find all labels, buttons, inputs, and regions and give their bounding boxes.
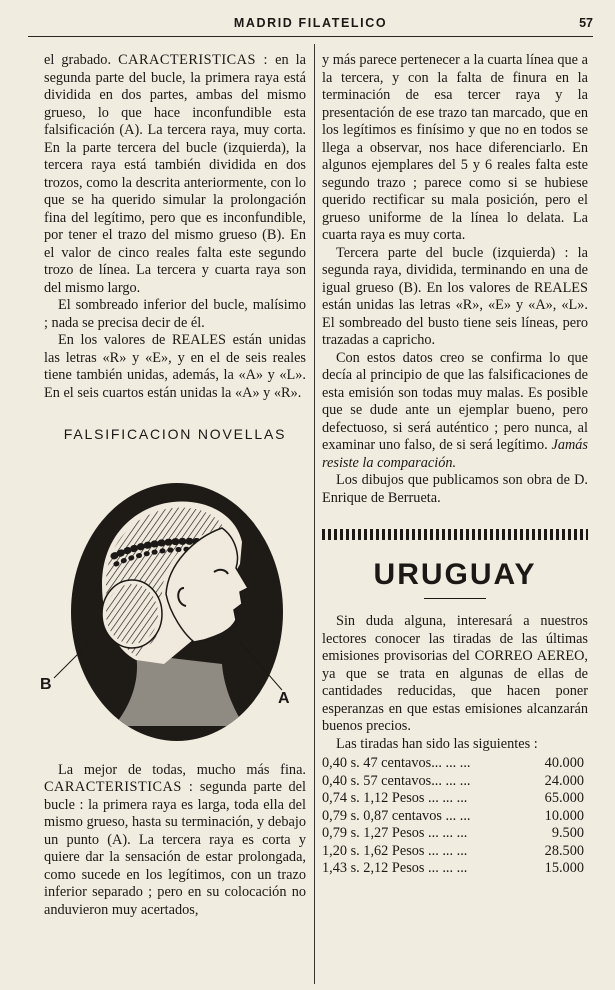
print-run-list	[322, 755, 588, 878]
rate-label: 0,40 s. 47 centavos... ... ...	[322, 755, 471, 771]
paragraph: y más parece pertenecer a la cuarta línea que a la tercera, y con la falta de finura en la terminación de esa tercer raya y la presentación de ese trazo tan marcado, que en los legítimos es finísimo y que no en todos se llega a observar, nos hace diferenciarlo. En algunos ejemplares del 5 y 6 reales falta este segundo trazo ; parece como si se hubiese querido rectificar su mala posición, pero el grueso uniforme de la línea lo delata. La cuarta raya es muy corta.	[322, 52, 588, 243]
rate-row	[322, 825, 588, 843]
ornamental-rule	[322, 529, 588, 540]
text-run: segunda parte del bucle : la primera raya es larga, toda ella del mismo grueso, hasta su terminación, y debajo un punto (A). La tercera raya es corta y quiere dar la sensación de estar prolongada, como sucede en los legítimos, con un trazo inferior separado ; pero en su colocación no anduvieron muy acertados,	[44, 779, 306, 918]
right-column	[322, 52, 588, 878]
figure-label-a: A	[278, 689, 290, 707]
rate-label: 0,79 s. 0,87 centavos ... ...	[322, 807, 471, 824]
rate-row	[322, 773, 588, 791]
paragraph	[44, 762, 306, 920]
rate-value: 10.000	[544, 807, 584, 824]
rate-label: 1,20 s. 1,62 Pesos ... ... ...	[322, 842, 468, 859]
rate-value: 9.500	[551, 825, 584, 841]
caps-heading: CARACTERISTICAS :	[118, 52, 268, 68]
rate-value: 65.000	[544, 790, 584, 806]
country-title: URUGUAY	[373, 558, 537, 591]
rate-row	[322, 755, 588, 773]
portrait-engraving	[44, 464, 306, 750]
journal-title: MADRID FILATELICO	[233, 16, 388, 30]
paragraph: Sin duda alguna, interesará a nuestros lectores conocer las tiradas de las últimas emisiones provisorias del CORREO AEREO, ya que se trata en algunas de ellas de cantidades reducidas, que hacen poner esperanzas en que estas emisiones alcanzarán buenos precios.	[322, 613, 588, 734]
rate-label: 1,43 s. 2,12 Pesos ... ... ...	[322, 860, 468, 876]
figure-label-b: B	[40, 675, 52, 693]
paragraph: En los valores de REALES están unidas las letras «R» y «E», y en el de seis reales tiene también unidas, además, la «A» y «L». En el seis cuartos están unidas la «A» y «R».	[44, 332, 306, 401]
title-underline	[424, 598, 486, 599]
rate-row	[322, 860, 588, 878]
paragraph: Los dibujos que publicamos son obra de D. Enrique de Berrueta.	[322, 472, 588, 506]
paragraph: El sombreado inferior del bucle, malísimo ; nada se precisa decir de él.	[44, 297, 306, 331]
text-run: el grabado.	[44, 52, 119, 68]
rate-label: 0,40 s. 57 centavos... ... ...	[322, 772, 471, 789]
paragraph	[322, 350, 588, 473]
page-header	[28, 14, 593, 37]
rate-row	[322, 843, 588, 861]
caps-heading: CARACTERISTICAS :	[44, 779, 194, 795]
paragraph: Las tiradas han sido las siguientes :	[336, 735, 538, 752]
page-number: 57	[579, 16, 593, 30]
rate-value: 15.000	[544, 860, 584, 876]
rate-value: 28.500	[544, 842, 584, 859]
rate-row	[322, 808, 588, 826]
paragraph: Tercera parte del bucle (izquierda) : la segunda raya, dividida, terminando en una de igual grueso (B). En los valores de REALES están unidas las letras «R», «E» y «A», «L». El sombreado del busto tiene seis líneas, pero trazadas a capricho.	[322, 244, 588, 348]
text-run: La mejor de todas, mucho más fina.	[58, 761, 306, 778]
left-column	[40, 52, 307, 919]
text-run: Con estos datos creo se confirma lo que decía al principio de que las falsificaciones de esta emisión son todas muy malas. Es posible que se dude ante un ejemplar bueno, pero defectuoso, si será auténtico ; pero nunca, al examinar uno falso, de si será legítimo.	[322, 349, 588, 453]
rate-label: 0,74 s. 1,12 Pesos ... ... ...	[322, 790, 468, 806]
engraving-figure	[40, 464, 306, 750]
emphasis-text: Jamás resiste la comparación.	[322, 437, 588, 471]
rate-value: 40.000	[544, 755, 584, 771]
paragraph	[44, 52, 306, 297]
text-run: en la segunda parte del bucle, la primera raya está dividida en dos partes, ambas del mismo grueso, lo que hace inconfundible esta falsificación (A). La tercera raya, muy corta. En la parte tercera del bucle (izquierda), la tercera raya está también dividida en dos trozos, como la descrita anteriormente, con lo que se ha querido simular la prolongación fina del legítimo, pero que es inconfundible, por tener el trazo del mismo grueso (B). En el valor de cinco reales falta este segundo trozo de línea. La tercera y cuarta raya son del mismo largo.	[44, 52, 307, 296]
rate-value: 24.000	[544, 772, 584, 789]
rate-label: 0,79 s. 1,27 Pesos ... ... ...	[322, 825, 468, 841]
rate-row	[322, 790, 588, 808]
section-heading: FALSIFICACION NOVELLAS	[63, 426, 287, 442]
column-divider	[314, 44, 315, 984]
